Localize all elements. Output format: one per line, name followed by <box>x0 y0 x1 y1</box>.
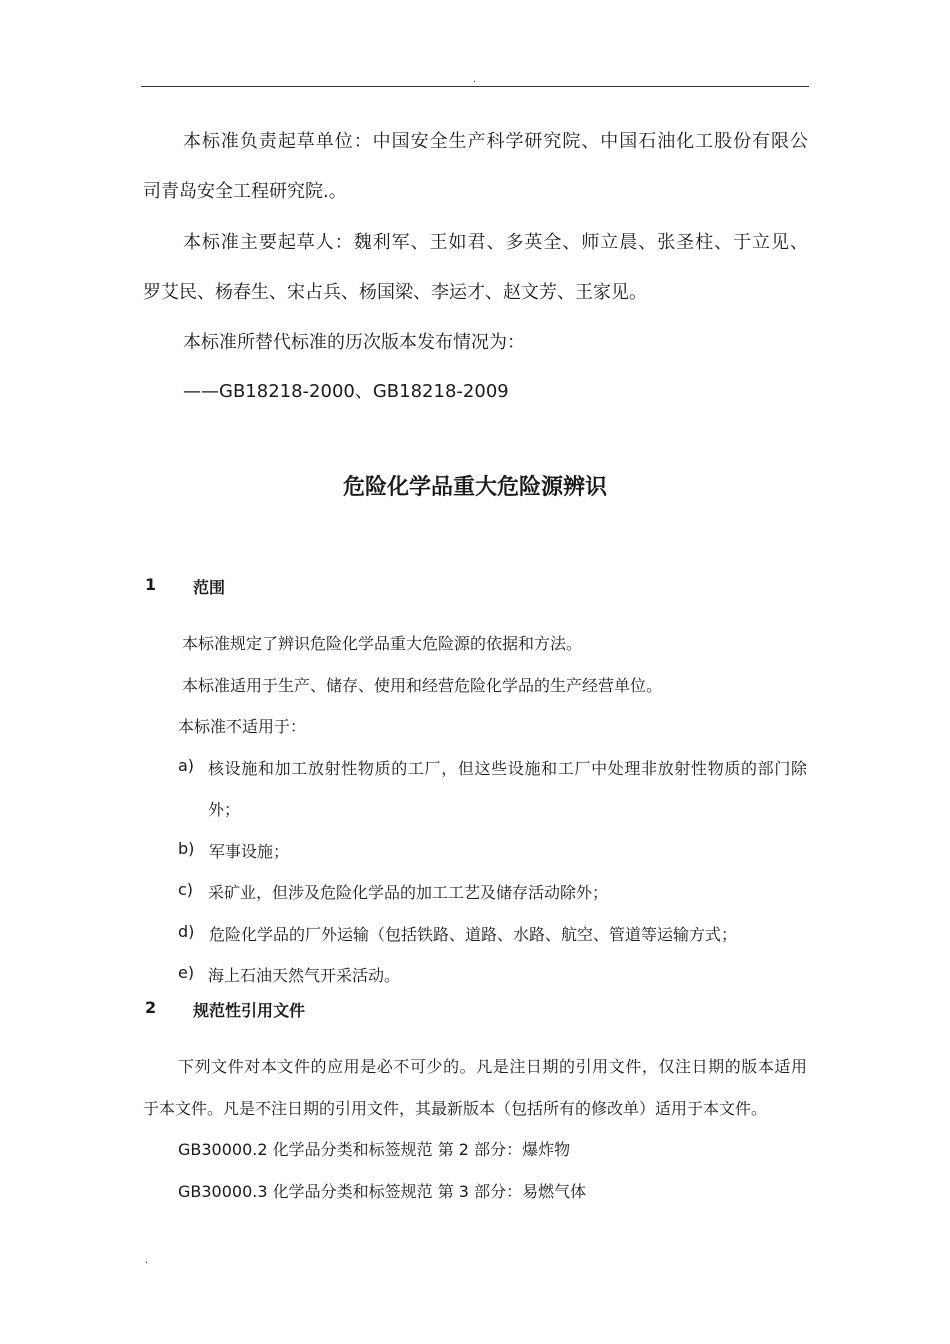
section-1-number: 1 <box>145 575 157 594</box>
history-versions: ——GB18218-2000、GB18218-2009 <box>183 381 509 402</box>
section-2-para-line2: 于本文件。凡是不注日期的引用文件，其最新版本（包括所有的修改单）适用于本文件。 <box>143 1099 768 1118</box>
drafting-units-line1: 本标准负责起草单位：中国安全生产科学研究院、中国石油化工股份有限公 <box>183 131 808 152</box>
list-item-d-marker: d) <box>178 922 195 941</box>
drafters-line1: 本标准主要起草人：魏利军、王如君、多英全、师立晨、张圣柱、于立见、 <box>183 232 808 253</box>
section-2-number: 2 <box>145 998 157 1017</box>
list-item-c-text: 采矿业，但涉及危险化学品的加工工艺及储存活动除外； <box>208 883 609 902</box>
list-item-c-marker: c) <box>178 880 194 899</box>
header-rule <box>141 86 809 87</box>
list-item-b-marker: b) <box>178 839 195 858</box>
footer-mark: . <box>145 1255 149 1266</box>
section-1-title: 范围 <box>193 578 226 597</box>
list-item-a-marker: a) <box>178 756 195 775</box>
section-1-para-1: 本标准规定了辨识危险化学品重大危险源的依据和方法。 <box>182 634 583 653</box>
list-item-e-marker: e) <box>178 963 195 982</box>
section-1-para-3: 本标准不适用于： <box>178 717 307 736</box>
list-item-a-continuation: 外； <box>208 800 241 819</box>
list-item-d-text: 危险化学品的厂外运输（包括铁路、道路、水路、航空、管道等运输方式； <box>209 925 738 944</box>
list-item-e-text: 海上石油天然气开采活动。 <box>208 966 401 985</box>
section-1-para-2: 本标准适用于生产、储存、使用和经营危险化学品的生产经营单位。 <box>182 676 663 695</box>
header-mark: . <box>473 74 477 85</box>
list-item-a-text: 核设施和加工放射性物质的工厂，但这些设施和工厂中处理非放射性物质的部门除 <box>208 759 807 778</box>
drafters-line2: 罗艾民、杨春生、宋占兵、杨国梁、李运才、赵文芳、王家见。 <box>143 282 647 303</box>
reference-gb30000-3: GB30000.3 化学品分类和标签规范 第 3 部分：易燃气体 <box>178 1182 587 1201</box>
drafting-units-line2: 司青岛安全工程研究院.。 <box>143 181 347 202</box>
section-2-para-line1: 下列文件对本文件的应用是必不可少的。凡是注日期的引用文件，仅注日期的版本适用 <box>178 1057 807 1076</box>
history-intro: 本标准所替代标准的历次版本发布情况为： <box>183 332 525 353</box>
document-title: 危险化学品重大危险源辨识 <box>342 475 607 500</box>
section-2-title: 规范性引用文件 <box>193 1001 306 1020</box>
reference-gb30000-2: GB30000.2 化学品分类和标签规范 第 2 部分：爆炸物 <box>178 1140 571 1159</box>
list-item-b-text: 军事设施； <box>209 842 290 861</box>
